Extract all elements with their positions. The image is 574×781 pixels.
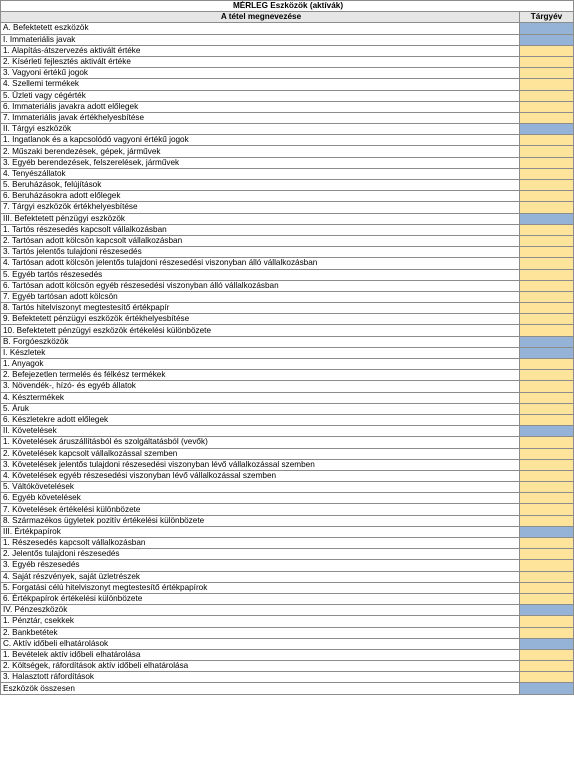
item-label: 4. Tartósan adott kölcsön jelentős tulajdoni részesedési viszonyban álló vállalkozásban xyxy=(1,258,520,269)
item-label: 3. Követelések jelentős tulajdoni részesedési viszonyban lévő vállalkozással szemben xyxy=(1,459,520,470)
value-input-cell[interactable] xyxy=(520,90,574,101)
group-value-cell xyxy=(520,526,574,537)
item-row xyxy=(1,168,574,179)
group-row xyxy=(1,347,574,358)
group-row xyxy=(1,526,574,537)
item-label: 3. Vagyoni értékű jogok xyxy=(1,68,520,79)
value-input-cell[interactable] xyxy=(520,168,574,179)
value-input-cell[interactable] xyxy=(520,414,574,425)
item-row xyxy=(1,112,574,123)
value-input-cell[interactable] xyxy=(520,280,574,291)
group-value-cell xyxy=(520,605,574,616)
item-row xyxy=(1,392,574,403)
value-input-cell[interactable] xyxy=(520,157,574,168)
item-name-header: A tétel megnevezése xyxy=(1,12,520,23)
value-input-cell[interactable] xyxy=(520,258,574,269)
item-label: 6. Beruházásokra adott előlegek xyxy=(1,191,520,202)
item-label: 7. Egyéb tartósan adott kölcsön xyxy=(1,291,520,302)
item-row xyxy=(1,180,574,191)
item-row xyxy=(1,414,574,425)
group-row xyxy=(1,638,574,649)
item-row xyxy=(1,235,574,246)
value-input-cell[interactable] xyxy=(520,627,574,638)
group-row xyxy=(1,426,574,437)
item-row xyxy=(1,191,574,202)
item-row xyxy=(1,291,574,302)
item-row xyxy=(1,627,574,638)
item-label: 5. Áruk xyxy=(1,403,520,414)
value-input-cell[interactable] xyxy=(520,370,574,381)
item-row xyxy=(1,538,574,549)
item-row xyxy=(1,146,574,157)
group-label: A. Befektetett eszközök xyxy=(1,23,520,34)
value-input-cell[interactable] xyxy=(520,672,574,683)
value-input-cell[interactable] xyxy=(520,56,574,67)
item-label: 2. Bankbetétek xyxy=(1,627,520,638)
item-label: 4. Tenyészállatok xyxy=(1,168,520,179)
current-year-header: Tárgyév xyxy=(520,12,574,23)
value-input-cell[interactable] xyxy=(520,403,574,414)
group-value-cell xyxy=(520,23,574,34)
item-row xyxy=(1,549,574,560)
item-label: 4. Saját részvények, saját üzletrészek xyxy=(1,571,520,582)
item-row xyxy=(1,135,574,146)
item-row xyxy=(1,661,574,672)
group-value-cell xyxy=(520,336,574,347)
group-label: B. Forgóeszközök xyxy=(1,336,520,347)
value-input-cell[interactable] xyxy=(520,448,574,459)
item-label: 1. Pénztár, csekkek xyxy=(1,616,520,627)
item-row xyxy=(1,56,574,67)
item-row xyxy=(1,314,574,325)
value-input-cell[interactable] xyxy=(520,314,574,325)
group-value-cell xyxy=(520,638,574,649)
item-row xyxy=(1,68,574,79)
item-row xyxy=(1,672,574,683)
item-row xyxy=(1,303,574,314)
group-label: II. Követelések xyxy=(1,426,520,437)
item-row xyxy=(1,593,574,604)
value-input-cell[interactable] xyxy=(520,359,574,370)
value-input-cell[interactable] xyxy=(520,493,574,504)
group-value-cell xyxy=(520,347,574,358)
item-label: 1. Részesedés kapcsolt vállalkozásban xyxy=(1,538,520,549)
item-label: 5. Váltókövetelések xyxy=(1,482,520,493)
item-label: 2. Tartósan adott kölcsön kapcsolt vállalkozásban xyxy=(1,235,520,246)
item-row xyxy=(1,45,574,56)
item-label: 5. Beruházások, felújítások xyxy=(1,180,520,191)
value-input-cell[interactable] xyxy=(520,68,574,79)
value-input-cell[interactable] xyxy=(520,45,574,56)
item-row xyxy=(1,437,574,448)
item-label: 1. Anyagok xyxy=(1,359,520,370)
group-row xyxy=(1,34,574,45)
item-row xyxy=(1,403,574,414)
item-label: 2. Jelentős tulajdoni részesedés xyxy=(1,549,520,560)
group-value-cell xyxy=(520,426,574,437)
group-value-cell xyxy=(520,124,574,135)
item-row xyxy=(1,515,574,526)
group-row xyxy=(1,336,574,347)
item-label: 6. Egyéb követelések xyxy=(1,493,520,504)
item-row xyxy=(1,79,574,90)
value-input-cell[interactable] xyxy=(520,325,574,336)
item-label: 6. Tartósan adott kölcsön egyéb részesedési viszonyban álló vállalkozásban xyxy=(1,280,520,291)
value-input-cell[interactable] xyxy=(520,392,574,403)
item-label: 7. Immateriális javak értékhelyesbítése xyxy=(1,112,520,123)
item-label: 2. Költségek, ráfordítások aktív időbeli elhatárolása xyxy=(1,661,520,672)
item-row xyxy=(1,560,574,571)
value-input-cell[interactable] xyxy=(520,515,574,526)
value-input-cell[interactable] xyxy=(520,247,574,258)
item-label: 10. Befektetett pénzügyi eszközök értékelési különbözete xyxy=(1,325,520,336)
item-label: 2. Befejezetlen termelés és félkész termékek xyxy=(1,370,520,381)
value-input-cell[interactable] xyxy=(520,112,574,123)
group-label: IV. Pénzeszközök xyxy=(1,605,520,616)
group-row xyxy=(1,124,574,135)
item-row xyxy=(1,649,574,660)
value-input-cell[interactable] xyxy=(520,571,574,582)
item-row xyxy=(1,224,574,235)
item-label: 7. Tárgyi eszközök értékhelyesbítése xyxy=(1,202,520,213)
item-row xyxy=(1,381,574,392)
item-label: 6. Immateriális javakra adott előlegek xyxy=(1,101,520,112)
group-label: III. Értékpapírok xyxy=(1,526,520,537)
group-value-cell xyxy=(520,34,574,45)
group-label: Eszközök összesen xyxy=(1,683,520,694)
value-input-cell[interactable] xyxy=(520,79,574,90)
item-label: 2. Műszaki berendezések, gépek, járművek xyxy=(1,146,520,157)
group-label: III. Befektetett pénzügyi eszközök xyxy=(1,213,520,224)
item-row xyxy=(1,493,574,504)
value-input-cell[interactable] xyxy=(520,470,574,481)
value-input-cell[interactable] xyxy=(520,560,574,571)
item-row xyxy=(1,470,574,481)
sheet-title: MÉRLEG Eszközök (aktívák) xyxy=(1,1,574,12)
value-input-cell[interactable] xyxy=(520,593,574,604)
item-row xyxy=(1,582,574,593)
value-input-cell[interactable] xyxy=(520,504,574,515)
item-row xyxy=(1,448,574,459)
item-label: 5. Egyéb tartós részesedés xyxy=(1,269,520,280)
item-row xyxy=(1,258,574,269)
value-input-cell[interactable] xyxy=(520,180,574,191)
item-row xyxy=(1,247,574,258)
group-label: I. Immateriális javak xyxy=(1,34,520,45)
item-label: 4. Követelések egyéb részesedési viszonyban lévő vállalkozással szemben xyxy=(1,470,520,481)
item-label: 8. Tartós hitelviszonyt megtestesítő értékpapír xyxy=(1,303,520,314)
item-label: 1. Bevételek aktív időbeli elhatárolása xyxy=(1,649,520,660)
item-label: 7. Követelések értékelési különbözete xyxy=(1,504,520,515)
value-input-cell[interactable] xyxy=(520,291,574,302)
value-input-cell[interactable] xyxy=(520,269,574,280)
value-input-cell[interactable] xyxy=(520,649,574,660)
item-label: 1. Ingatlanok és a kapcsolódó vagyoni értékű jogok xyxy=(1,135,520,146)
item-row xyxy=(1,325,574,336)
item-label: 3. Egyéb részesedés xyxy=(1,560,520,571)
item-label: 2. Követelések kapcsolt vállalkozással szemben xyxy=(1,448,520,459)
group-value-cell xyxy=(520,683,574,694)
group-row xyxy=(1,605,574,616)
item-label: 3. Egyéb berendezések, felszerelések, járművek xyxy=(1,157,520,168)
item-label: 3. Halasztott ráfordítások xyxy=(1,672,520,683)
item-label: 4. Késztermékek xyxy=(1,392,520,403)
item-label: 1. Tartós részesedés kapcsolt vállalkozásban xyxy=(1,224,520,235)
group-row xyxy=(1,23,574,34)
value-input-cell[interactable] xyxy=(520,437,574,448)
header-row xyxy=(1,12,574,23)
item-row xyxy=(1,504,574,515)
value-input-cell[interactable] xyxy=(520,101,574,112)
value-input-cell[interactable] xyxy=(520,224,574,235)
value-input-cell[interactable] xyxy=(520,661,574,672)
value-input-cell[interactable] xyxy=(520,381,574,392)
value-input-cell[interactable] xyxy=(520,538,574,549)
item-row xyxy=(1,616,574,627)
item-label: 8. Származékos ügyletek pozitív értékelési különbözete xyxy=(1,515,520,526)
item-row xyxy=(1,571,574,582)
item-label: 1. Alapítás-átszervezés aktivált értéke xyxy=(1,45,520,56)
item-row xyxy=(1,157,574,168)
item-row xyxy=(1,482,574,493)
item-label: 9. Befektetett pénzügyi eszközök értékhelyesbítése xyxy=(1,314,520,325)
item-label: 3. Növendék-, hízó- és egyéb állatok xyxy=(1,381,520,392)
value-input-cell[interactable] xyxy=(520,303,574,314)
value-input-cell[interactable] xyxy=(520,616,574,627)
item-label: 2. Kísérleti fejlesztés aktivált értéke xyxy=(1,56,520,67)
value-input-cell[interactable] xyxy=(520,235,574,246)
item-label: 5. Forgatási célú hitelviszonyt megtestesítő értékpapírok xyxy=(1,582,520,593)
item-row xyxy=(1,269,574,280)
group-row xyxy=(1,213,574,224)
item-row xyxy=(1,101,574,112)
value-input-cell[interactable] xyxy=(520,459,574,470)
value-input-cell[interactable] xyxy=(520,146,574,157)
item-row xyxy=(1,202,574,213)
item-label: 4. Szellemi termékek xyxy=(1,79,520,90)
value-input-cell[interactable] xyxy=(520,549,574,560)
item-label: 6. Készletekre adott előlegek xyxy=(1,414,520,425)
item-row xyxy=(1,459,574,470)
item-row xyxy=(1,280,574,291)
value-input-cell[interactable] xyxy=(520,202,574,213)
item-label: 3. Tartós jelentős tulajdoni részesedés xyxy=(1,247,520,258)
value-input-cell[interactable] xyxy=(520,582,574,593)
group-label: C. Aktív időbeli elhatárolások xyxy=(1,638,520,649)
group-label: II. Tárgyi eszközök xyxy=(1,124,520,135)
item-label: 5. Üzleti vagy cégérték xyxy=(1,90,520,101)
title-row xyxy=(1,1,574,12)
value-input-cell[interactable] xyxy=(520,482,574,493)
item-row xyxy=(1,359,574,370)
value-input-cell[interactable] xyxy=(520,191,574,202)
item-label: 1. Követelések áruszállításból és szolgáltatásból (vevők) xyxy=(1,437,520,448)
item-label: 6. Értékpapírok értékelési különbözete xyxy=(1,593,520,604)
item-row xyxy=(1,90,574,101)
group-label: I. Készletek xyxy=(1,347,520,358)
group-value-cell xyxy=(520,213,574,224)
value-input-cell[interactable] xyxy=(520,135,574,146)
group-row xyxy=(1,683,574,694)
item-row xyxy=(1,370,574,381)
